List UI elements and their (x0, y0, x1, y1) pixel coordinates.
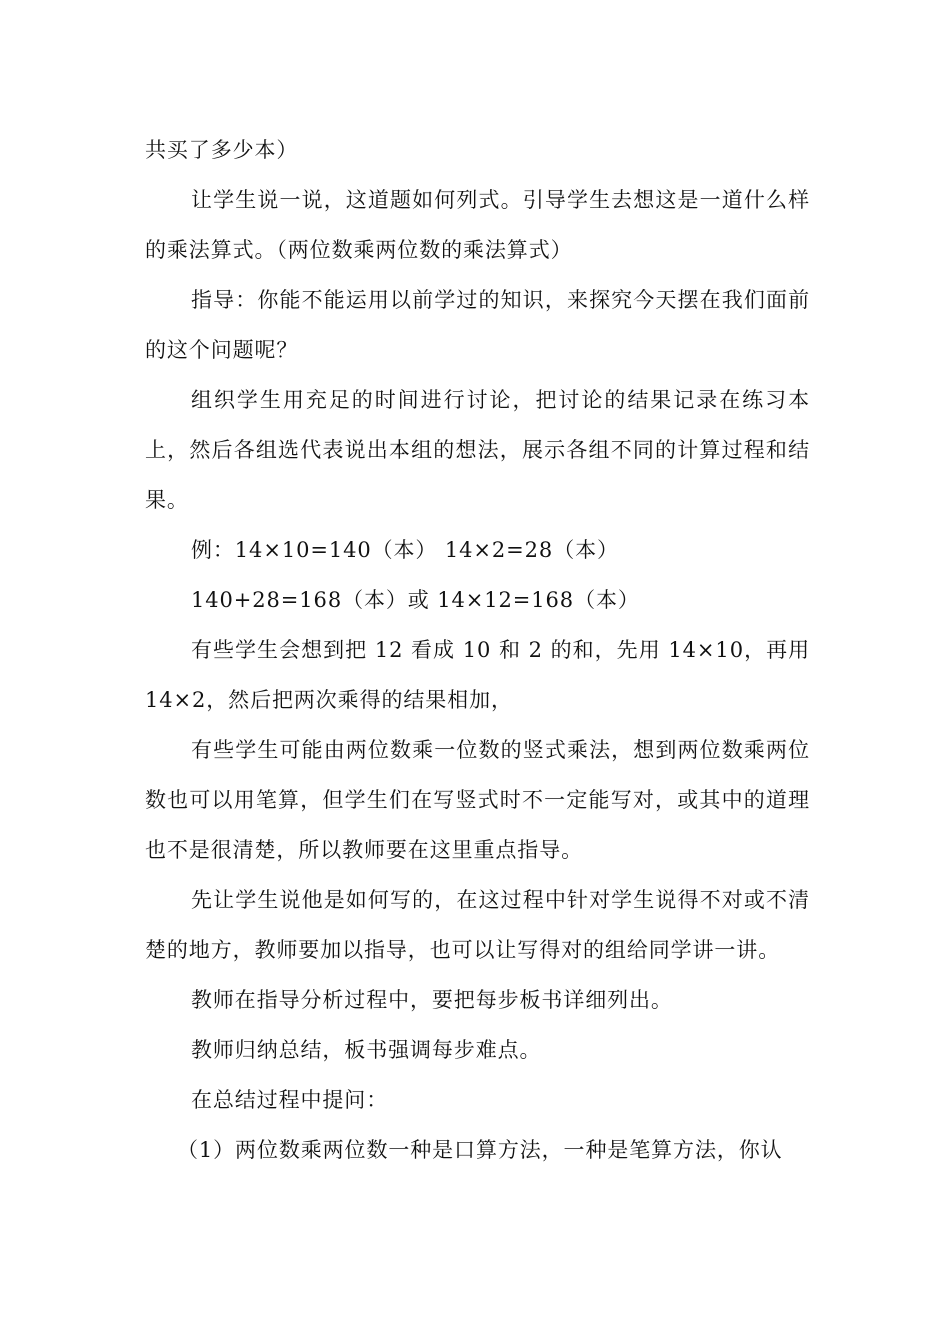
paragraph-decomposition: 有些学生会想到把 12 看成 10 和 2 的和，先用 14×10，再用 14×2，然后把两次乘得的结果相加， (145, 638, 810, 712)
paragraph-summary: 教师归纳总结，板书强调每步难点。 (191, 1038, 542, 1062)
paragraph-student-explain: 先让学生说他是如何写的，在这过程中针对学生说得不对或不清楚的地方，教师要加以指导，也可以让写得对的组给同学讲一讲。 (145, 888, 810, 962)
paragraph-question-1: （1）两位数乘两位数一种是口算方法，一种是笔算方法，你认 (177, 1138, 783, 1162)
document-body (145, 125, 810, 1175)
paragraph-continuation: 共买了多少本） (145, 138, 299, 162)
paragraph-guidance: 指导：你能不能运用以前学过的知识，来探究今天摆在我们面前的这个问题呢？ (145, 288, 810, 362)
paragraph-list-equation: 让学生说一说，这道题如何列式。引导学生去想这是一道什么样的乘法算式。（两位数乘两位数的乘法算式） (145, 188, 810, 262)
paragraph-group-discussion: 组织学生用充足的时间进行讨论，把讨论的结果记录在练习本上，然后各组选代表说出本组的想法，展示各组不同的计算过程和结果。 (145, 388, 810, 512)
paragraph-questions-intro: 在总结过程中提问： (191, 1088, 389, 1112)
paragraph-example-1: 例：14×10=140（本） 14×2=28（本） (191, 538, 619, 562)
paragraph-example-2: 140+28=168（本）或 14×12=168（本） (191, 588, 640, 612)
paragraph-vertical-multiplication: 有些学生可能由两位数乘一位数的竖式乘法，想到两位数乘两位数也可以用笔算，但学生们在写竖式时不一定能写对，或其中的道理也不是很清楚，所以教师要在这里重点指导。 (145, 738, 810, 862)
paragraph-board-writing: 教师在指导分析过程中，要把每步板书详细列出。 (191, 988, 673, 1012)
